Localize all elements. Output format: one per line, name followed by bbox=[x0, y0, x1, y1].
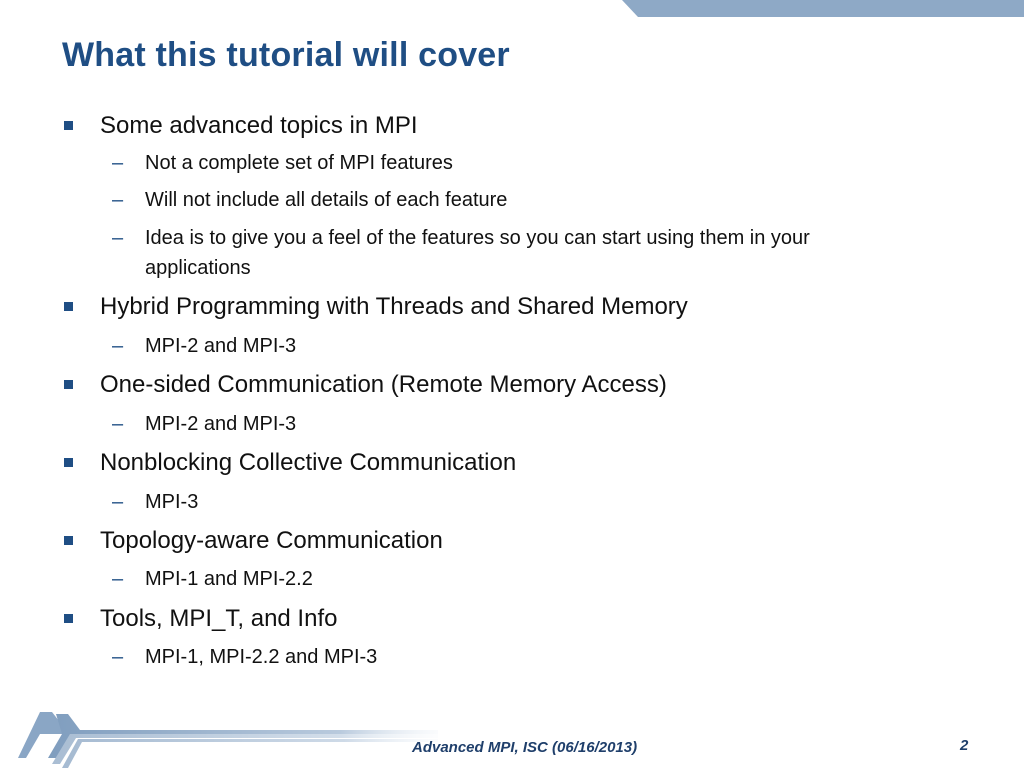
sub-bullet-item: MPI-1, MPI-2.2 and MPI-3 bbox=[145, 646, 378, 668]
square-bullet-icon bbox=[64, 302, 73, 311]
footer-text: Advanced MPI, ISC (06/16/2013) bbox=[412, 739, 638, 756]
dash-bullet-icon: – bbox=[112, 335, 124, 357]
page-number: 2 bbox=[960, 737, 969, 754]
square-bullet-icon bbox=[64, 614, 73, 623]
square-bullet-icon bbox=[64, 121, 73, 130]
sub-bullet-item: MPI-1 and MPI-2.2 bbox=[145, 568, 313, 590]
dash-bullet-icon: – bbox=[112, 491, 124, 513]
bullet-item: One-sided Communication (Remote Memory Access) bbox=[100, 371, 667, 398]
bullet-item: Nonblocking Collective Communication bbox=[100, 449, 517, 476]
top-accent-band bbox=[622, 0, 1024, 17]
dash-bullet-icon: – bbox=[112, 227, 124, 249]
sub-bullet-item: MPI-2 and MPI-3 bbox=[145, 413, 297, 435]
dash-bullet-icon: – bbox=[112, 152, 124, 174]
square-bullet-icon bbox=[64, 536, 73, 545]
bullet-item: Tools, MPI_T, and Info bbox=[100, 605, 338, 632]
sub-bullet-item: Not a complete set of MPI features bbox=[145, 152, 453, 174]
sub-bullet-item: Will not include all details of each feature bbox=[145, 189, 508, 211]
square-bullet-icon bbox=[64, 380, 73, 389]
dash-bullet-icon: – bbox=[112, 568, 124, 590]
dash-bullet-icon: – bbox=[112, 646, 124, 668]
bullet-item: Hybrid Programming with Threads and Shared Memory bbox=[100, 293, 688, 320]
sub-bullet-item-continued: applications bbox=[145, 257, 251, 279]
dash-bullet-icon: – bbox=[112, 189, 124, 211]
footer-stripes-decoration bbox=[18, 712, 438, 768]
sub-bullet-item: Idea is to give you a feel of the features so you can start using them in your bbox=[145, 227, 810, 249]
bullet-item: Some advanced topics in MPI bbox=[100, 112, 418, 139]
sub-bullet-item: MPI-2 and MPI-3 bbox=[145, 335, 297, 357]
bullet-item: Topology-aware Communication bbox=[100, 527, 443, 554]
slide-title: What this tutorial will cover bbox=[62, 36, 510, 74]
square-bullet-icon bbox=[64, 458, 73, 467]
sub-bullet-item: MPI-3 bbox=[145, 491, 199, 513]
dash-bullet-icon: – bbox=[112, 413, 124, 435]
